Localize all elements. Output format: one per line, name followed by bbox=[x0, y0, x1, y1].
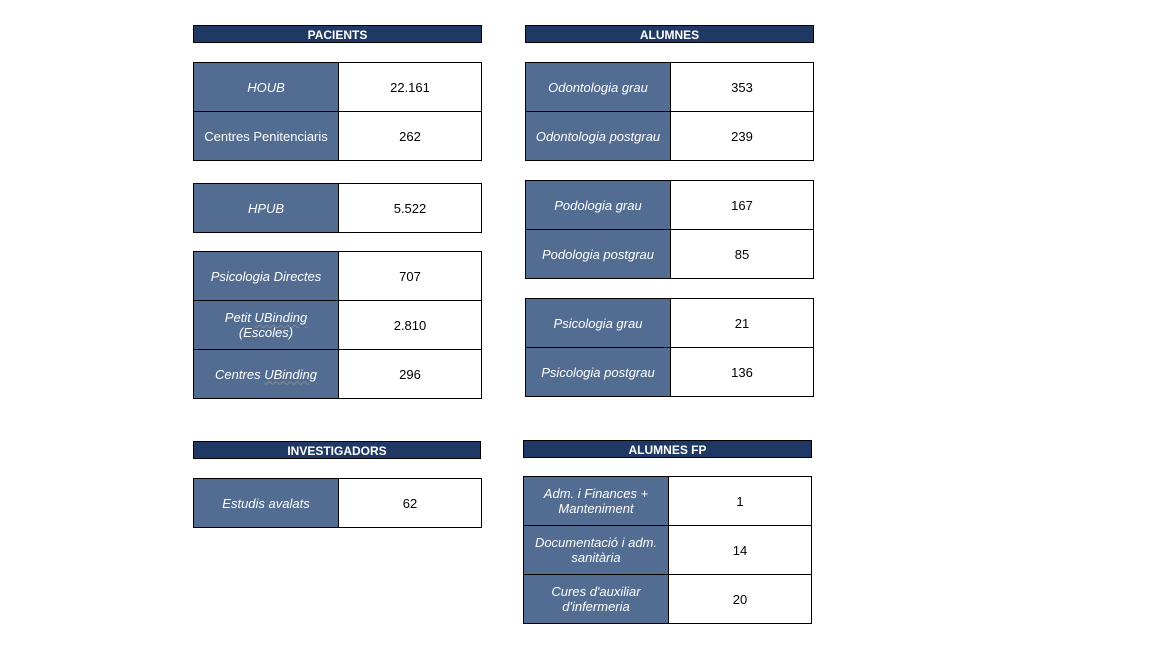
alumnes-table-2 bbox=[525, 180, 814, 279]
row-label: HOUB bbox=[194, 63, 339, 112]
table-row bbox=[194, 184, 482, 233]
row-value: 14 bbox=[669, 526, 812, 575]
pacients-section-title: PACIENTS bbox=[193, 25, 482, 43]
row-label: HPUB bbox=[194, 184, 339, 233]
label-line: d'infermeria bbox=[562, 599, 630, 614]
alumnes-table-1 bbox=[525, 62, 814, 161]
table-row bbox=[524, 477, 812, 526]
row-value: 22.161 bbox=[339, 63, 482, 112]
row-value: 62 bbox=[339, 479, 482, 528]
table-row bbox=[526, 112, 814, 161]
table-row bbox=[194, 301, 482, 350]
table-row bbox=[526, 299, 814, 348]
row-value: 5.522 bbox=[339, 184, 482, 233]
table-row bbox=[526, 348, 814, 397]
row-value: 707 bbox=[339, 252, 482, 301]
row-value: 21 bbox=[671, 299, 814, 348]
label-line: Cures d'auxiliar bbox=[551, 584, 641, 599]
table-row bbox=[194, 112, 482, 161]
row-value: 85 bbox=[671, 230, 814, 279]
row-label bbox=[194, 350, 339, 399]
row-label: Podologia postgrau bbox=[526, 230, 671, 279]
alumnes-fp-table bbox=[523, 476, 812, 624]
table-row bbox=[526, 63, 814, 112]
row-value: 296 bbox=[339, 350, 482, 399]
table-row bbox=[524, 526, 812, 575]
alumnes-fp-section-title: ALUMNES FP bbox=[523, 440, 812, 458]
alumnes-table-3 bbox=[525, 298, 814, 397]
row-label: Odontologia postgrau bbox=[526, 112, 671, 161]
pacients-table-2 bbox=[193, 183, 482, 233]
table-row bbox=[524, 575, 812, 624]
row-value: 136 bbox=[671, 348, 814, 397]
label-word: UBinding bbox=[254, 310, 308, 325]
alumnes-section-title: ALUMNES bbox=[525, 25, 814, 43]
investigadors-section-title: INVESTIGADORS bbox=[193, 441, 481, 459]
table-row bbox=[194, 252, 482, 301]
investigadors-table bbox=[193, 478, 482, 528]
label-line: sanitària bbox=[571, 550, 621, 565]
label-word: UBinding bbox=[264, 366, 317, 382]
pacients-table-3 bbox=[193, 251, 482, 399]
row-label: Centres Penitenciaris bbox=[194, 112, 339, 161]
row-label: Psicologia Directes bbox=[194, 252, 339, 301]
row-label: Podologia grau bbox=[526, 181, 671, 230]
label-line: Manteniment bbox=[558, 501, 634, 516]
row-value: 353 bbox=[671, 63, 814, 112]
table-row bbox=[194, 350, 482, 399]
row-value: 262 bbox=[339, 112, 482, 161]
row-label bbox=[194, 301, 339, 350]
row-label bbox=[524, 575, 669, 624]
table-row bbox=[194, 63, 482, 112]
row-label: Psicologia grau bbox=[526, 299, 671, 348]
label-part: Petit bbox=[224, 310, 255, 325]
label-part: (Escoles) bbox=[238, 325, 294, 340]
pacients-table-1 bbox=[193, 62, 482, 161]
label-part: Centres bbox=[215, 366, 265, 382]
row-label: Odontologia grau bbox=[526, 63, 671, 112]
table-row bbox=[194, 479, 482, 528]
row-label: Estudis avalats bbox=[194, 479, 339, 528]
row-value: 167 bbox=[671, 181, 814, 230]
row-value: 1 bbox=[669, 477, 812, 526]
row-label bbox=[524, 526, 669, 575]
row-value: 20 bbox=[669, 575, 812, 624]
table-row bbox=[526, 230, 814, 279]
row-value: 2.810 bbox=[339, 301, 482, 350]
row-label bbox=[524, 477, 669, 526]
row-label: Psicologia postgrau bbox=[526, 348, 671, 397]
table-row bbox=[526, 181, 814, 230]
row-value: 239 bbox=[671, 112, 814, 161]
label-line: Adm. i Finances + bbox=[543, 486, 649, 501]
label-line: Documentació i adm. bbox=[534, 535, 658, 550]
